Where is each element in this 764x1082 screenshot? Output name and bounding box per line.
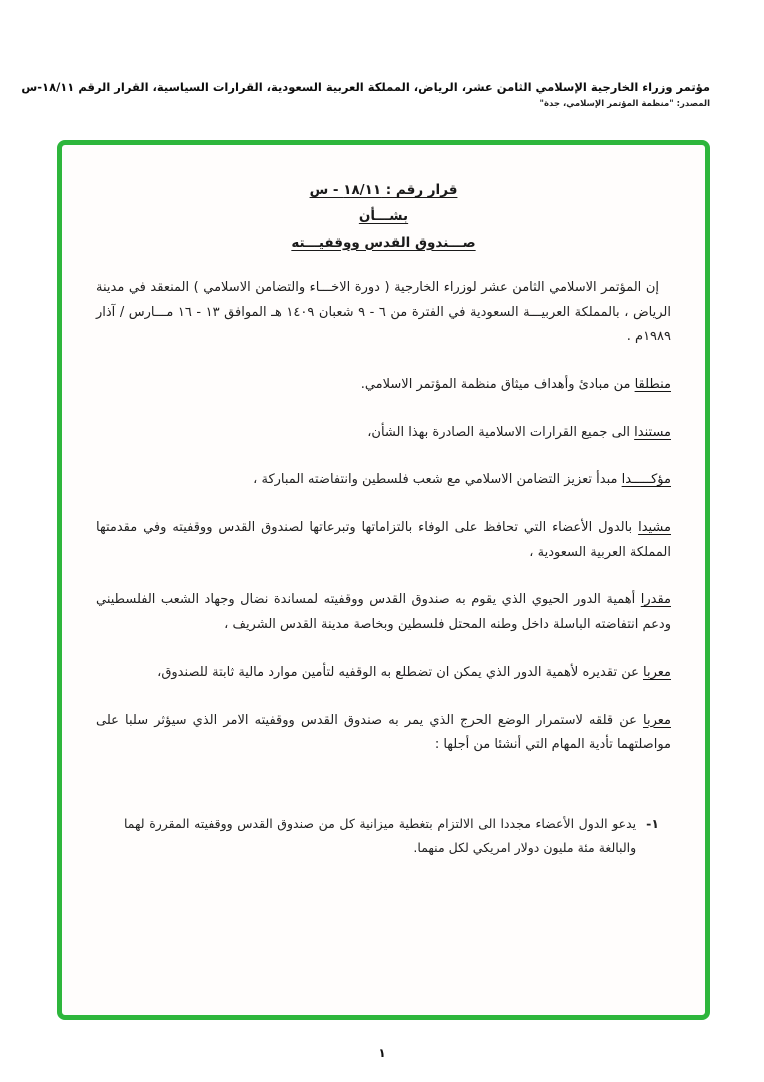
clause [96,661,671,686]
document-header [21,80,710,109]
clause [96,588,671,637]
preamble-paragraph: إن المؤتمر الاسلامي الثامن عشر لوزراء الخارجية ( دورة الاخـــاء والتضامن الاسلامي ) المنعقد في مدينة الرياض ، بالمملكة العربيـــة السعودية في الفترة من ٦ - ٩ شعبان ١٤٠٩ هـ الموافق ١٣ - ١٦ مـــارس / آذار ١٩٨٩م . [96,279,671,345]
document-frame [57,140,710,1020]
item-number: ١- [646,815,659,831]
title-block [96,177,671,256]
clause [96,709,671,758]
clause-text: الى جميع القرارات الاسلامية الصادرة بهذا الشأن، [367,424,635,440]
clause-lead: مستندا [634,424,671,440]
clause-lead: معربا [643,664,671,680]
clause-text: عن تقديره لأهمية الدور الذي يمكن ان تضطلع به الوقفيه لتأمين موارد مالية ثابتة للصندوق، [157,664,643,680]
clause [96,468,671,493]
clause [96,421,671,446]
resolution-subject-label: بشـــأن [358,208,409,225]
resolution-number: قرار رقم : ١٨/١١ - س [309,182,458,198]
resolution-subject: صـــندوق القدس ووقفيـــته [291,234,476,251]
clause-text: مبدأ تعزيز التضامن الاسلامي مع شعب فلسطين وانتفاضته المباركة ، [253,472,622,488]
clause-text: من مبادئ وأهداف ميثاق منظمة المؤتمر الاسلامي. [360,377,635,392]
clause-lead: مشيدا [638,520,671,536]
clause-text: بالدول الأعضاء التي تحافظ على الوفاء بالتزاماتها وتبرعاتها لصندوق القدس ووقفيته وفي مقدمتها المملكة العربية السعودية ، [96,520,671,560]
list-item [124,812,659,860]
clause-text: أهمية الدور الحيوي الذي يقوم به صندوق القدس ووقفيته لمساندة نضال وجهاد الشعب الفلسطيني ودعم انتفاضته الباسلة داخل وطنه المحتل فلسطين وبخاصة مدينة القدس الشريف ، [96,592,671,633]
clause-lead: معربا [643,712,671,728]
clause [96,516,671,565]
clause-lead: منطلقا [634,377,671,392]
page-number: ١ [378,1046,386,1060]
item-text: يدعو الدول الأعضاء مجددا الى الالتزام بتغطية ميزانية كل من صندوق القدس ووقفيته المقررة لهما والبالغة مئة مليون دولار امريكي لكل منهما. [124,815,637,855]
header-title: مؤتمر وزراء الخارجية الإسلامي الثامن عشر، الرياض، المملكة العربية السعودية، القرارات السياسية، القرار الرقم ١٨/١١-س [21,80,710,94]
clause-lead: مقدرا [640,592,671,608]
clause-lead: مؤكـــــدا [621,472,671,488]
header-source: المصدر: "منظمة المؤتمر الإسلامي، جدة" [539,99,710,109]
clause [96,373,671,398]
clause-text: عن قلقه لاستمرار الوضع الحرج الذي يمر به صندوق القدس ووقفيته الامر الذي سيؤثر سلبا على مواصلتهما تأدية المهام التي أنشئا من أجلها : [96,712,671,753]
